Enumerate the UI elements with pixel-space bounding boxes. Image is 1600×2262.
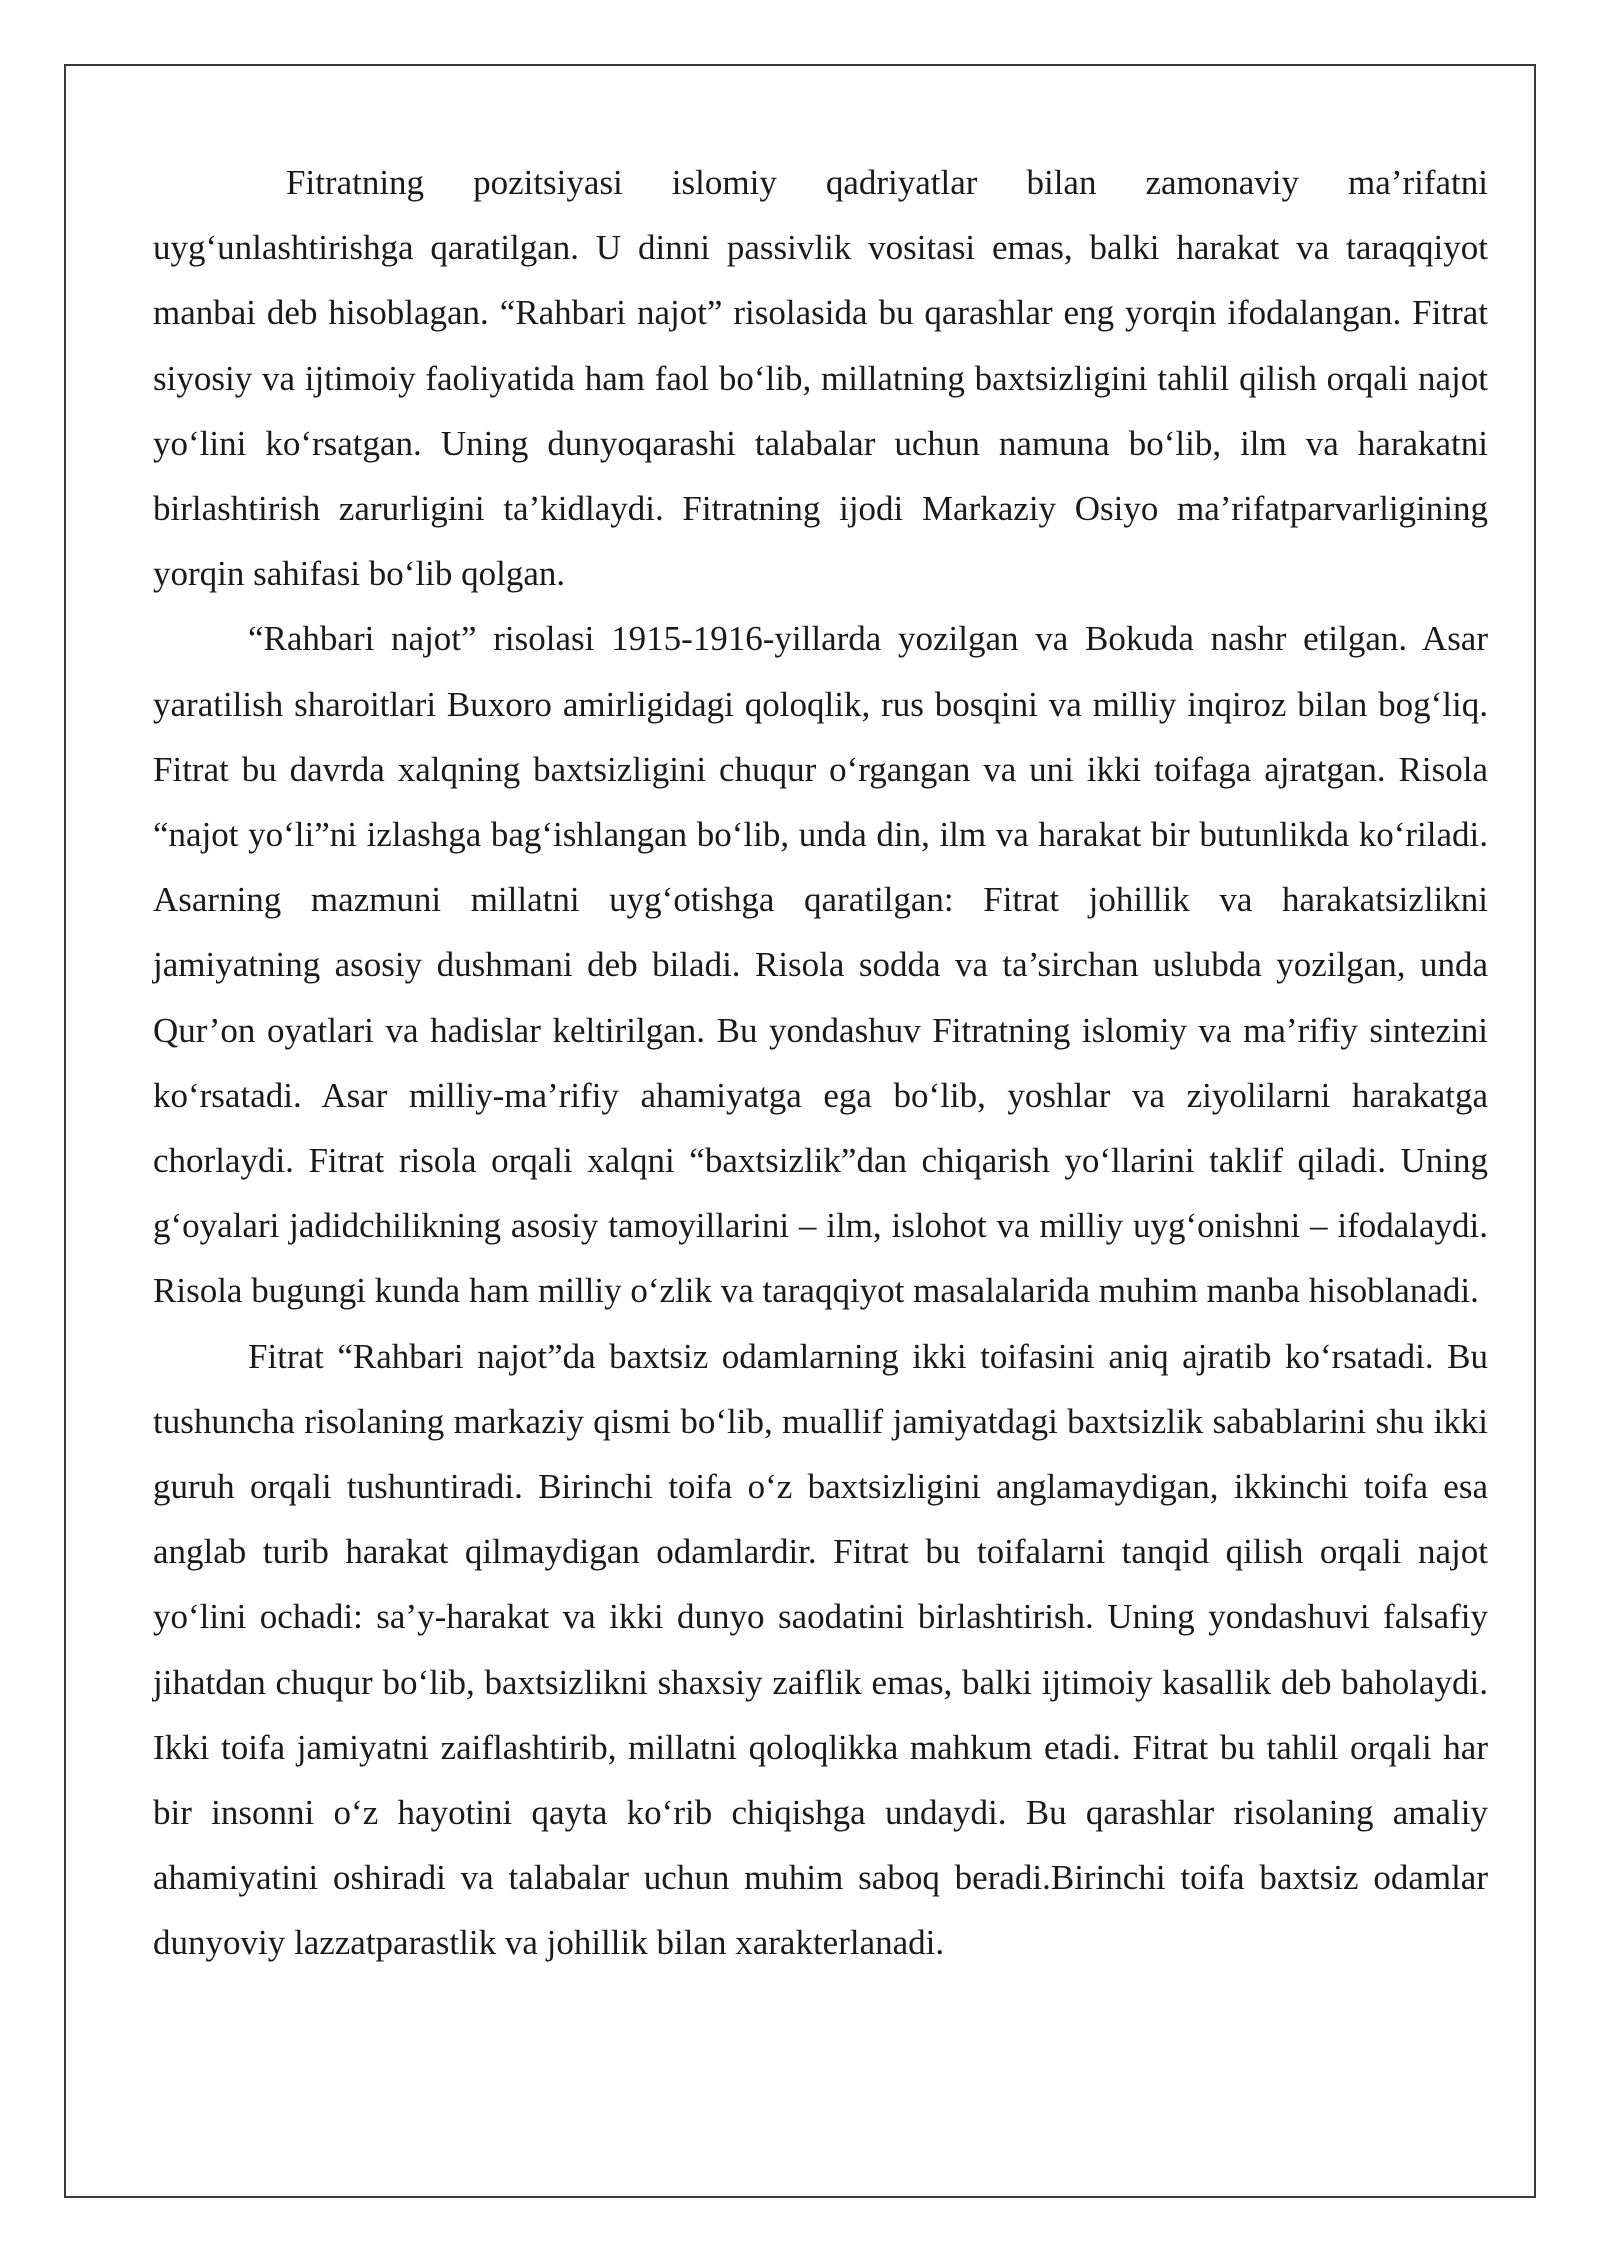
paragraph-3: Fitrat “Rahbari najot”da baxtsiz odamlarning ikki toifasini aniq ajratib ko‘rsatadi. Bu tushuncha risolaning markaziy qismi bo‘lib, muallif jamiyatdagi baxtsizlik sabablarini shu ikki guruh orqali tushuntiradi. Birinchi toifa o‘z baxtsizligini anglamaydigan, ikkinchi toifa esa anglab turib harakat qilmaydigan odamlardir. Fitrat bu toifalarni tanqid qilish orqali najot yo‘lini ochadi: sa’y-harakat va ikki dunyo saodatini birlashtirish. Uning yondashuvi falsafiy jihatdan chuqur bo‘lib, baxtsizlikni shaxsiy zaiflik emas, balki ijtimoiy kasallik deb baholaydi. Ikki toifa jamiyatni zaiflashtirib, millatni qoloqlikka mahkum etadi. Fitrat bu tahlil orqali har bir insonni o‘z hayotini qayta ko‘rib chiqishga undaydi. Bu qarashlar risolaning amaliy ahamiyatini oshiradi va talabalar uchun muhim saboq beradi.Birinchi toifa baxtsiz odamlar dunyoviy lazzatparastlik va johillik bilan xarakterlanadi.: [153, 1336, 1488, 1963]
document-body: [153, 150, 1488, 1976]
paragraph-2: “Rahbari najot” risolasi 1915-1916-yillarda yozilgan va Bokuda nashr etilgan. Asar yaratilish sharoitlari Buxoro amirligidagi qoloqlik, rus bosqini va milliy inqiroz bilan bog‘liq. Fitrat bu davrda xalqning baxtsizligini chuqur o‘rgangan va uni ikki toifaga ajratgan. Risola “najot yo‘li”ni izlashga bag‘ishlangan bo‘lib, unda din, ilm va harakat bir butunlikda ko‘riladi. Asarning mazmuni millatni uyg‘otishga qaratilgan: Fitrat johillik va harakatsizlikni jamiyatning asosiy dushmani deb biladi. Risola sodda va ta’sirchan uslubda yozilgan, unda Qur’on oyatlari va hadislar keltirilgan. Bu yondashuv Fitratning islomiy va ma’rifiy sintezini ko‘rsatadi. Asar milliy-ma’rifiy ahamiyatga ega bo‘lib, yoshlar va ziyolilarni harakatga chorlaydi. Fitrat risola orqali xalqni “baxtsizlik”dan chiqarish yo‘llarini taklif qiladi. Uning g‘oyalari jadidchilikning asosiy tamoyillarini – ilm, islohot va milliy uyg‘onishni – ifodalaydi. Risola bugungi kunda ham milliy o‘zlik va taraqqiyot masalalarida muhim manba hisoblanadi.: [153, 619, 1488, 1311]
paragraph-1: Fitratning pozitsiyasi islomiy qadriyatlar bilan zamonaviy ma’rifatni uyg‘unlashtirishga qaratilgan. U dinni passivlik vositasi emas, balki harakat va taraqqiyot manbai deb hisoblagan. “Rahbari najot” risolasida bu qarashlar eng yorqin ifodalangan. Fitrat siyosiy va ijtimoiy faoliyatida ham faol bo‘lib, millatning baxtsizligini tahlil qilish orqali najot yo‘lini ko‘rsatgan. Uning dunyoqarashi talabalar uchun namuna bo‘lib, ilm va harakatni birlashtirish zarurligini ta’kidlaydi. Fitratning ijodi Markaziy Osiyo ma’rifatparvarligining yorqin sahifasi bo‘lib qolgan.: [153, 163, 1488, 594]
